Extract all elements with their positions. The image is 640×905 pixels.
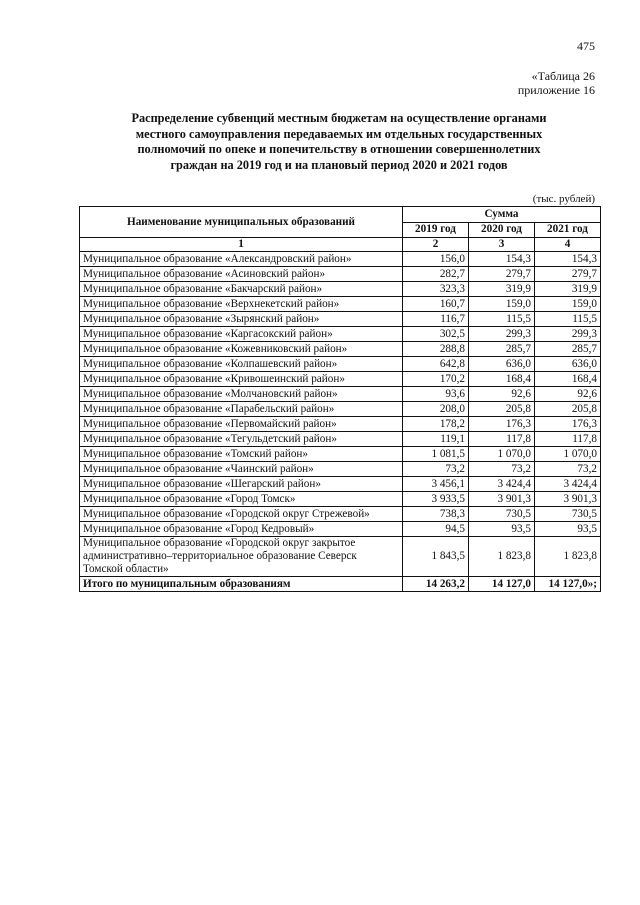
column-number: 3 [469, 238, 535, 252]
table-reference-label: «Таблица 26 [531, 69, 595, 83]
table-row [80, 387, 601, 402]
municipality-name: Муниципальное образование «Парабельский район» [80, 402, 403, 417]
total-row [80, 577, 601, 592]
total-label: Итого по муниципальным образованиям [80, 577, 403, 592]
municipality-name: Муниципальное образование «Бакчарский район» [80, 282, 403, 297]
value-2019: 323,3 [403, 282, 469, 297]
column-number-row [80, 238, 601, 252]
municipality-name: Муниципальное образование «Чаинский район» [80, 462, 403, 477]
table-row [80, 417, 601, 432]
table-row [80, 522, 601, 537]
appendix-reference-label: приложение 16 [517, 83, 595, 97]
title-line: местного самоуправления передаваемых им отдельных государственных [135, 126, 543, 141]
value-2020: 176,3 [469, 417, 535, 432]
column-header-2021: 2021 год [535, 222, 601, 238]
value-2020: 205,8 [469, 402, 535, 417]
value-2020: 3 901,3 [469, 492, 535, 507]
municipality-name: Муниципальное образование «Первомайский район» [80, 417, 403, 432]
municipality-name: Муниципальное образование «Город Томск» [80, 492, 403, 507]
value-2019: 119,1 [403, 432, 469, 447]
value-2021: 92,6 [535, 387, 601, 402]
value-2021: 176,3 [535, 417, 601, 432]
value-2019: 116,7 [403, 312, 469, 327]
value-2021: 299,3 [535, 327, 601, 342]
column-header-2020: 2020 год [469, 222, 535, 238]
value-2021: 159,0 [535, 297, 601, 312]
value-2021: 168,4 [535, 372, 601, 387]
municipality-name: Муниципальное образование «Тегульдетский район» [80, 432, 403, 447]
title-line: полномочий по опеке и попечительству в отношении совершеннолетних [137, 142, 541, 156]
value-2019: 288,8 [403, 342, 469, 357]
municipality-name: Муниципальное образование «Колпашевский район» [80, 357, 403, 372]
value-2020: 1 823,8 [469, 537, 535, 577]
value-2019: 282,7 [403, 267, 469, 282]
municipality-name: Муниципальное образование «Шегарский район» [80, 477, 403, 492]
municipality-name: Муниципальное образование «Кривошеинский район» [80, 372, 403, 387]
title-line: Распределение субвенций местным бюджетам на осуществление органами [131, 111, 547, 125]
municipality-name: Муниципальное образование «Зырянский район» [80, 312, 403, 327]
table-row [80, 492, 601, 507]
table-row [80, 432, 601, 447]
total-2020: 14 127,0 [469, 577, 535, 592]
value-2019: 3 933,5 [403, 492, 469, 507]
value-2020: 92,6 [469, 387, 535, 402]
value-2020: 730,5 [469, 507, 535, 522]
value-2020: 117,8 [469, 432, 535, 447]
value-2020: 279,7 [469, 267, 535, 282]
value-2019: 160,7 [403, 297, 469, 312]
table-row [80, 537, 601, 577]
value-2019: 170,2 [403, 372, 469, 387]
table-body [80, 252, 601, 577]
value-2020: 73,2 [469, 462, 535, 477]
value-2021: 279,7 [535, 267, 601, 282]
municipality-name: Муниципальное образование «Город Кедровый» [80, 522, 403, 537]
value-2020: 159,0 [469, 297, 535, 312]
column-number: 4 [535, 238, 601, 252]
municipality-name: Муниципальное образование «Городской округ Стрежевой» [80, 507, 403, 522]
table-row [80, 357, 601, 372]
municipality-name: Муниципальное образование «Александровский район» [80, 252, 403, 267]
value-2019: 208,0 [403, 402, 469, 417]
total-2019: 14 263,2 [403, 577, 469, 592]
value-2019: 94,5 [403, 522, 469, 537]
municipality-name: Муниципальное образование «Каргасокский район» [80, 327, 403, 342]
value-2019: 73,2 [403, 462, 469, 477]
column-header-2019: 2019 год [403, 222, 469, 238]
value-2020: 115,5 [469, 312, 535, 327]
table-row [80, 462, 601, 477]
total-2021: 14 127,0»; [535, 577, 601, 592]
value-2020: 636,0 [469, 357, 535, 372]
value-2021: 115,5 [535, 312, 601, 327]
units-label: (тыс. рублей) [532, 193, 595, 205]
column-number: 1 [80, 238, 403, 252]
title-line: граждан на 2019 год и на плановый период 2020 и 2021 годов [170, 157, 508, 172]
table-row [80, 402, 601, 417]
value-2019: 738,3 [403, 507, 469, 522]
page-number: 475 [577, 39, 595, 53]
value-2021: 1 823,8 [535, 537, 601, 577]
value-2020: 319,9 [469, 282, 535, 297]
value-2021: 93,5 [535, 522, 601, 537]
value-2020: 168,4 [469, 372, 535, 387]
value-2021: 205,8 [535, 402, 601, 417]
value-2019: 3 456,1 [403, 477, 469, 492]
table-row [80, 297, 601, 312]
table-row [80, 342, 601, 357]
value-2019: 1 843,5 [403, 537, 469, 577]
value-2020: 3 424,4 [469, 477, 535, 492]
table-row [80, 477, 601, 492]
value-2021: 117,8 [535, 432, 601, 447]
table-row [80, 252, 601, 267]
column-number: 2 [403, 238, 469, 252]
document-title [78, 111, 600, 173]
value-2020: 154,3 [469, 252, 535, 267]
value-2020: 1 070,0 [469, 447, 535, 462]
table-reference [518, 69, 595, 97]
subvention-table [79, 206, 601, 592]
table-row [80, 327, 601, 342]
table-row [80, 447, 601, 462]
table-row [80, 282, 601, 297]
table-row [80, 507, 601, 522]
value-2019: 93,6 [403, 387, 469, 402]
value-2020: 285,7 [469, 342, 535, 357]
value-2021: 319,9 [535, 282, 601, 297]
value-2021: 636,0 [535, 357, 601, 372]
value-2019: 1 081,5 [403, 447, 469, 462]
value-2019: 302,5 [403, 327, 469, 342]
value-2019: 642,8 [403, 357, 469, 372]
table-row [80, 312, 601, 327]
value-2019: 178,2 [403, 417, 469, 432]
column-header-name: Наименование муниципальных образований [80, 207, 403, 238]
value-2021: 154,3 [535, 252, 601, 267]
municipality-name: Муниципальное образование «Верхнекетский район» [80, 297, 403, 312]
municipality-name: Муниципальное образование «Городской округ закрытое административно–территориальное образование Северск Томской области» [80, 537, 403, 577]
value-2021: 73,2 [535, 462, 601, 477]
municipality-name: Муниципальное образование «Асиновский район» [80, 267, 403, 282]
municipality-name: Муниципальное образование «Кожевниковский район» [80, 342, 403, 357]
table-row [80, 372, 601, 387]
value-2021: 3 901,3 [535, 492, 601, 507]
value-2021: 730,5 [535, 507, 601, 522]
value-2019: 156,0 [403, 252, 469, 267]
table-row [80, 267, 601, 282]
municipality-name: Муниципальное образование «Томский район» [80, 447, 403, 462]
value-2021: 1 070,0 [535, 447, 601, 462]
municipality-name: Муниципальное образование «Молчановский район» [80, 387, 403, 402]
value-2020: 93,5 [469, 522, 535, 537]
value-2021: 3 424,4 [535, 477, 601, 492]
column-header-sum: Сумма [403, 207, 601, 223]
value-2020: 299,3 [469, 327, 535, 342]
value-2021: 285,7 [535, 342, 601, 357]
